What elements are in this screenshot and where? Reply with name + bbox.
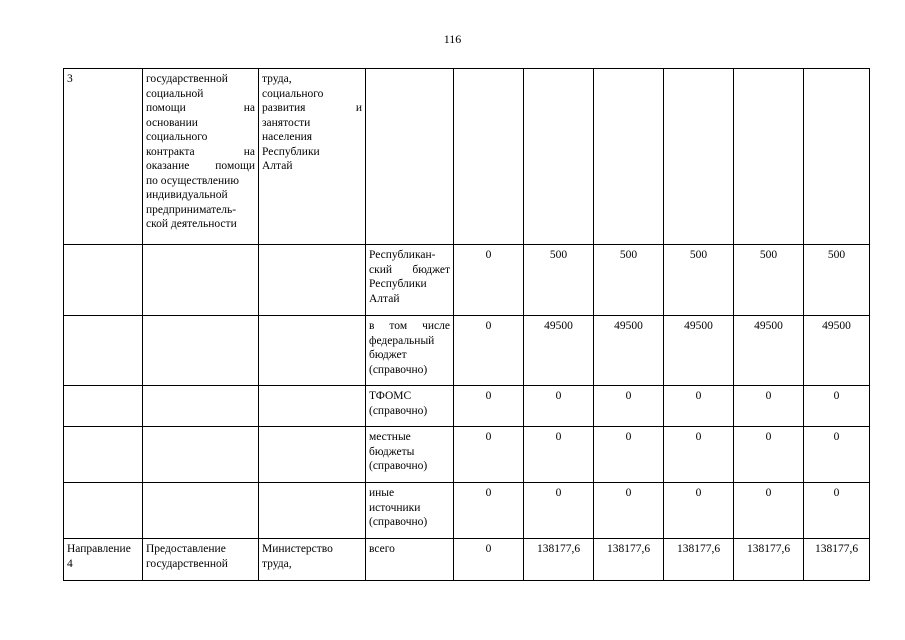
cell-text-line: индивидуальной <box>146 189 228 201</box>
cell-value: 0 <box>804 483 870 539</box>
cell-text-line: труда, <box>262 73 292 85</box>
cell-text-line: ской деятельности <box>146 218 237 230</box>
cell-funding-source <box>366 427 454 483</box>
cell-text-line: в том числе <box>369 320 450 332</box>
cell-value: 0 <box>524 386 594 427</box>
cell-value: 500 <box>804 245 870 316</box>
cell-value: 500 <box>734 245 804 316</box>
cell-executor <box>259 316 366 386</box>
cell-text-line: оказание помощи <box>146 160 255 172</box>
cell-text-line: Алтай <box>369 292 400 305</box>
cell-value: 0 <box>454 539 524 581</box>
cell-text-line: по осуществлению <box>146 174 239 187</box>
cell-value: 0 <box>734 483 804 539</box>
cell-value: 0 <box>734 427 804 483</box>
cell-value <box>734 69 804 245</box>
cell-text-line: развития и <box>262 102 362 114</box>
cell-text-line: бюджет <box>369 349 407 361</box>
cell-value: 0 <box>804 386 870 427</box>
cell-executor <box>259 69 366 245</box>
cell-measure-name <box>143 316 259 386</box>
cell-text-line: бюджеты <box>369 445 415 458</box>
cell-measure-name <box>143 245 259 316</box>
cell-number <box>64 483 143 539</box>
cell-funding-source <box>366 386 454 427</box>
cell-text-line: федеральный <box>369 334 435 347</box>
cell-executor <box>259 483 366 539</box>
cell-value <box>804 69 870 245</box>
cell-value: 138177,6 <box>594 539 664 581</box>
cell-value: 0 <box>454 245 524 316</box>
cell-value: 0 <box>454 483 524 539</box>
cell-measure-name <box>143 386 259 427</box>
cell-text-line: Республикан- <box>369 249 436 261</box>
cell-text-line: Республики <box>262 145 320 158</box>
cell-text-line: государственной <box>146 557 228 570</box>
cell-number <box>64 539 143 581</box>
cell-value: 0 <box>454 316 524 386</box>
cell-text-line: иные <box>369 487 395 499</box>
cell-funding-source <box>366 69 454 245</box>
cell-value: 500 <box>524 245 594 316</box>
cell-text-line: (справочно) <box>369 516 428 528</box>
cell-text-line: контракта на <box>146 145 255 158</box>
cell-value <box>524 69 594 245</box>
table-row <box>64 316 870 386</box>
table-row <box>64 539 870 581</box>
cell-value: 49500 <box>524 316 594 386</box>
cell-text-line: основании <box>146 116 198 129</box>
cell-value <box>594 69 664 245</box>
cell-text-line: социального <box>262 87 324 100</box>
cell-text-line: Направление <box>67 543 131 555</box>
cell-number: 3 <box>64 69 143 245</box>
table-row <box>64 69 870 245</box>
budget-table <box>63 68 870 581</box>
table-row <box>64 483 870 539</box>
cell-text-line: социальной <box>146 87 204 100</box>
cell-value: 0 <box>664 483 734 539</box>
cell-text-line: ский бюджет <box>369 263 450 276</box>
cell-value: 49500 <box>734 316 804 386</box>
cell-text-line: труда, <box>262 557 292 570</box>
cell-text-line: (справочно) <box>369 460 428 472</box>
cell-text-line: помощи на <box>146 102 255 114</box>
cell-funding-source <box>366 245 454 316</box>
cell-value: 0 <box>594 483 664 539</box>
cell-measure-name <box>143 539 259 581</box>
cell-value: 0 <box>594 427 664 483</box>
cell-text-line: населения <box>262 131 313 143</box>
cell-text-line: ТФОМС <box>369 390 412 402</box>
cell-measure-name <box>143 427 259 483</box>
cell-funding-source: всего <box>366 539 454 581</box>
cell-text-line: источники <box>369 501 421 514</box>
cell-value: 49500 <box>804 316 870 386</box>
cell-text-line: социального <box>146 131 208 143</box>
page-number: 116 <box>443 32 462 46</box>
cell-executor <box>259 427 366 483</box>
cell-number <box>64 427 143 483</box>
cell-value: 0 <box>804 427 870 483</box>
cell-value <box>664 69 734 245</box>
cell-text-line: (справочно) <box>369 404 428 417</box>
cell-value: 0 <box>454 386 524 427</box>
cell-value: 0 <box>524 483 594 539</box>
table-row <box>64 386 870 427</box>
cell-text-line: Алтай <box>262 160 293 172</box>
cell-value: 138177,6 <box>804 539 870 581</box>
cell-value: 0 <box>664 427 734 483</box>
cell-value: 0 <box>524 427 594 483</box>
cell-value <box>454 69 524 245</box>
cell-number <box>64 386 143 427</box>
cell-number <box>64 245 143 316</box>
cell-text-line: предприниматель- <box>146 203 237 216</box>
cell-funding-source <box>366 316 454 386</box>
cell-text-line: (справочно) <box>369 363 428 376</box>
cell-text-line: государственной <box>146 73 228 85</box>
cell-value: 49500 <box>664 316 734 386</box>
cell-text-line: 4 <box>67 557 73 570</box>
cell-value: 138177,6 <box>524 539 594 581</box>
cell-measure-name <box>143 69 259 245</box>
cell-text-line: местные <box>369 431 411 443</box>
cell-executor <box>259 539 366 581</box>
cell-value: 0 <box>454 427 524 483</box>
cell-value: 0 <box>594 386 664 427</box>
cell-text-line: Республики <box>369 278 427 290</box>
cell-measure-name <box>143 483 259 539</box>
cell-executor <box>259 386 366 427</box>
cell-number <box>64 316 143 386</box>
cell-value: 138177,6 <box>734 539 804 581</box>
cell-text-line: Предоставление <box>146 543 226 555</box>
cell-text-line: Министерство <box>262 543 333 555</box>
table-row <box>64 245 870 316</box>
cell-value: 0 <box>664 386 734 427</box>
cell-value: 500 <box>594 245 664 316</box>
cell-value: 0 <box>734 386 804 427</box>
cell-value: 138177,6 <box>664 539 734 581</box>
cell-executor <box>259 245 366 316</box>
cell-funding-source <box>366 483 454 539</box>
cell-value: 500 <box>664 245 734 316</box>
cell-value: 49500 <box>594 316 664 386</box>
cell-text-line: занятости <box>262 116 311 129</box>
table-row <box>64 427 870 483</box>
